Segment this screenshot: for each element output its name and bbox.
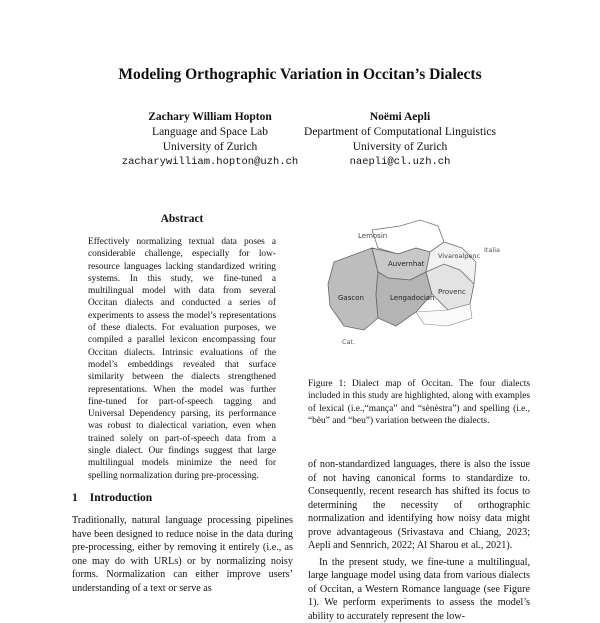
figure-caption: Figure 1: Dialect map of Occitan. The four dialects included in this study are highlighted, along with examples of lexical (i.e.,“mança” and “sènèstra”) and spelling (i.e., “bèu” and “beu”) variation between the dialects.: [308, 378, 530, 427]
map-label-provencal: Provenc: [438, 288, 466, 296]
author-affiliation: Language and Space Lab: [100, 125, 320, 140]
author-name: Zachary William Hopton: [100, 110, 320, 125]
dialect-map: [320, 214, 520, 364]
author-name: Noëmi Aepli: [290, 110, 510, 125]
section-title: Introduction: [90, 492, 152, 504]
author-university: University of Zurich: [290, 140, 510, 155]
map-label-alpine: Vivaroalpenc: [438, 252, 480, 260]
abstract-text: Effectively normalizing textual data poses a considerable challenge, especially for low-resource languages lacking standardized writing systems. In this study, we fine-tuned a multilingual model with data from several Occitan dialects and conducted a series of experiments to assess the model’s representations of these dialects. For evaluation purposes, we compiled a parallel lexicon encompassing four Occitan dialects. Intrinsic evaluations of the model’s embeddings revealed that surface similarity between the dialects strengthened representations. When the model was further fine-tuned for part-of-speech tagging and Universal Dependency parsing, its performance was robust to dialectical variation, even when trained solely on part-of-speech data from a single dialect. Our findings suggest that large multilingual models minimize the need for spelling normalization during pre-processing.: [88, 236, 276, 482]
map-label-lengadocian: Lengadocian: [390, 294, 435, 302]
dialect-map-figure: [320, 214, 520, 364]
section-number: 1: [72, 492, 78, 504]
author-affiliation: Department of Computational Linguistics: [290, 125, 510, 140]
author-university: University of Zurich: [100, 140, 320, 155]
paper-title: Modeling Orthographic Variation in Occitan’s Dialects: [0, 66, 600, 84]
map-label-auvergne: Auvernhat: [388, 260, 425, 268]
author-block: [100, 110, 320, 170]
abstract-heading: Abstract: [72, 213, 292, 225]
map-label-catalan: Cat.: [342, 338, 355, 346]
author-block: [290, 110, 510, 170]
author-email[interactable]: naepli@cl.uzh.ch: [290, 155, 510, 170]
intro-right-column: [308, 458, 530, 600]
section-heading: [72, 492, 152, 504]
map-label-italy: Italia: [484, 246, 500, 254]
author-email[interactable]: zacharywilliam.hopton@uzh.ch: [100, 155, 320, 170]
paragraph: In the present study, we fine-tune a multilingual, large language model using data from various dialects of Occitan, a Western Romance language (see Figure 1). We perform experiments to assess the model’s ability to accurately represent the low-: [308, 556, 530, 623]
paragraph: Traditionally, natural language processing pipelines have been designed to reduce noise in the data during pre-processing, either by removing it entirely (i.e., as one may do with URLs) or by normalizing noisy forms. Normalization can either improve users’ understanding of a text or serve as: [72, 514, 293, 595]
map-label-gascon: Gascon: [338, 294, 364, 302]
paragraph: of non-standardized languages, there is also the issue of not having canonical forms to standardize to. Consequently, recent research has shifted its focus to determining the necessity of orthographic normalization and identifying how noisy data might prove advantageous (Srivastava and Chiang, 2023; Aepli and Sennrich, 2022; Al Sharou et al., 2021).: [308, 458, 530, 553]
region-coast: [416, 304, 472, 326]
map-label-north: Lemosin: [358, 232, 387, 240]
intro-left-column: [72, 514, 293, 600]
region-gascon: [328, 248, 378, 330]
